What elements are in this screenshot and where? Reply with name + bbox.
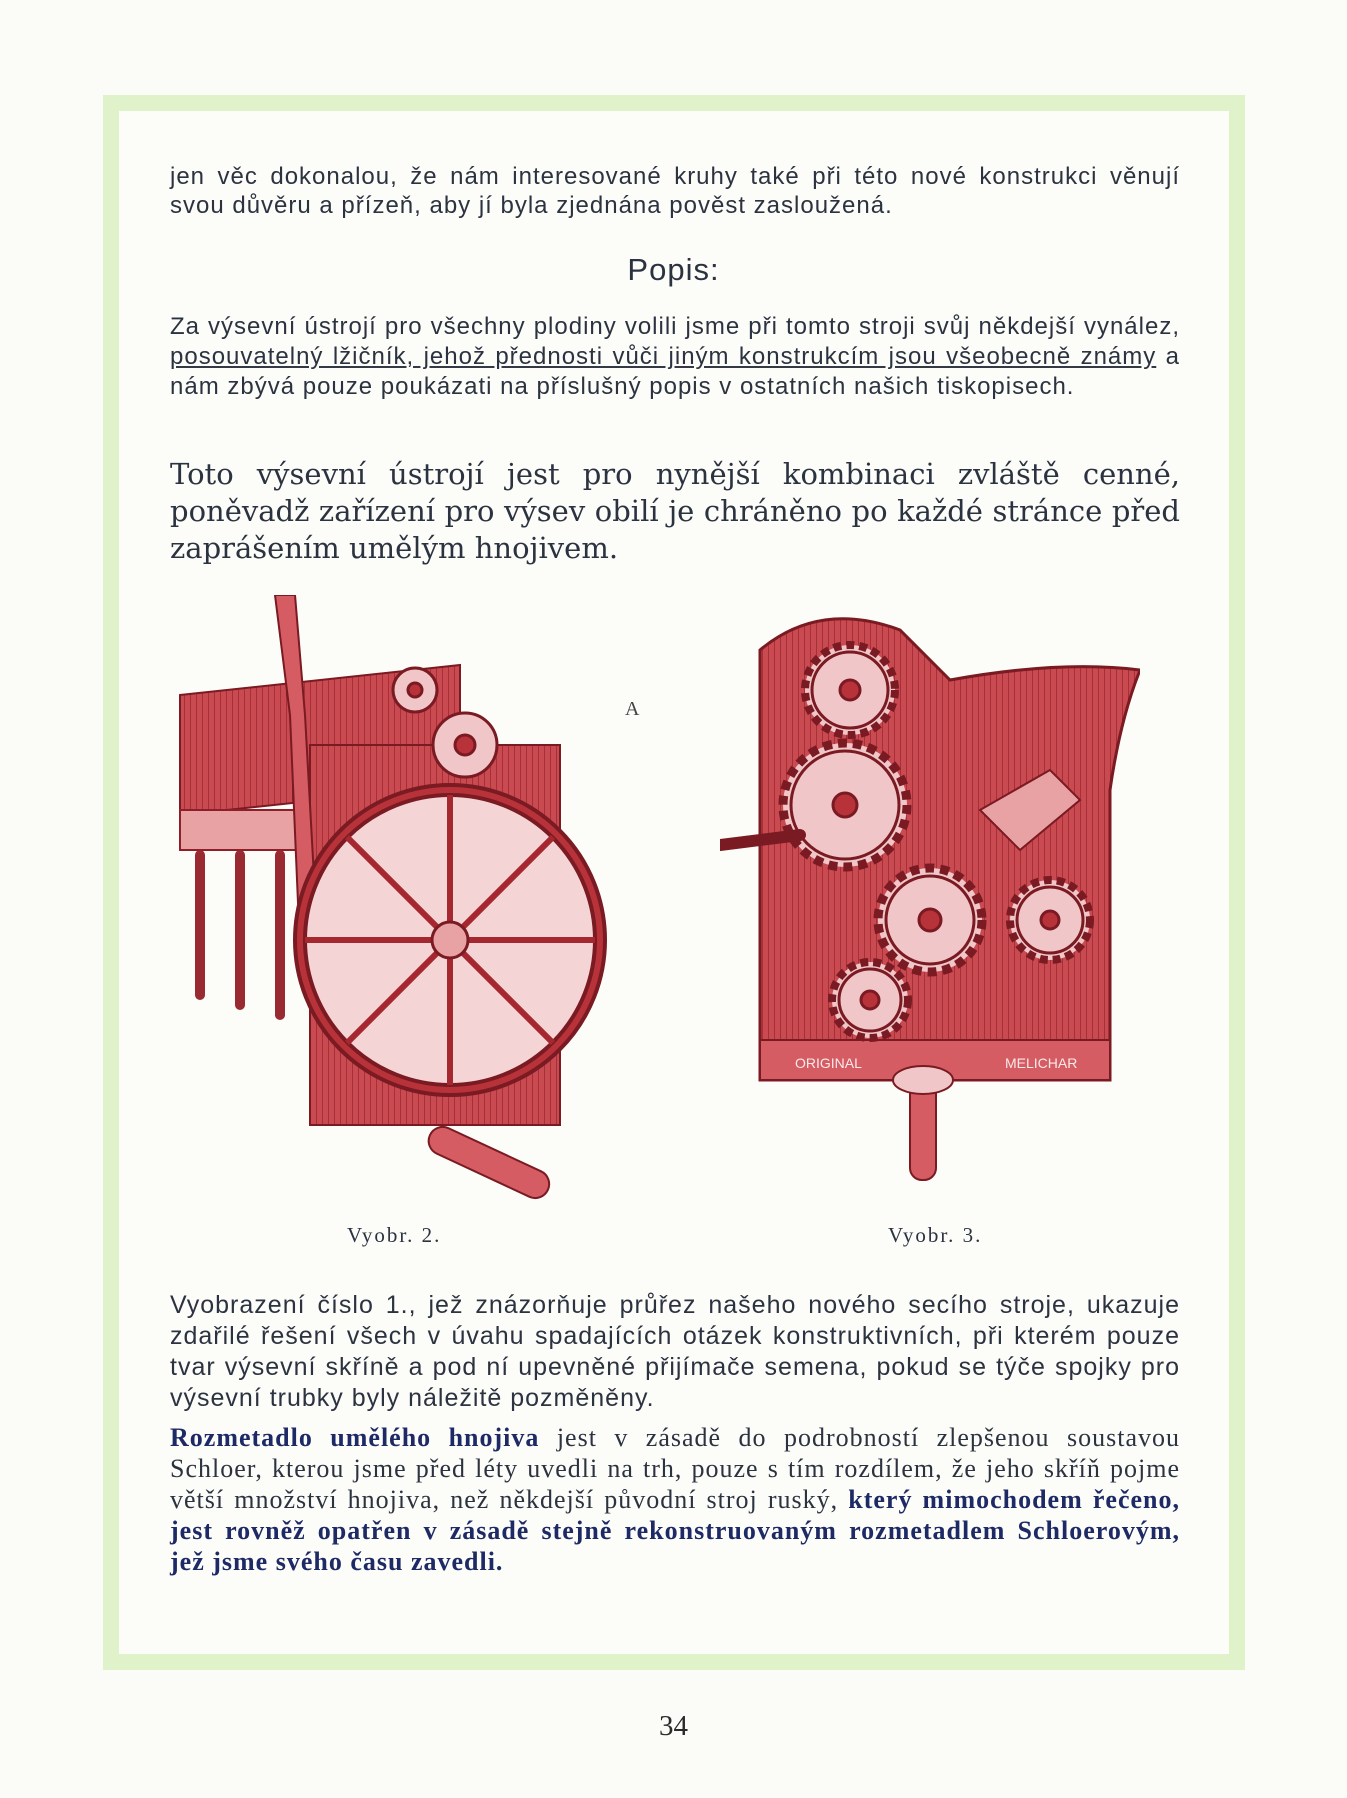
rozmetadlo-text: jest v zásadě do podrobností zlepšenou soustavou Schloer, kterou jsme před léty uvedli na trh, pouze s tím rozdílem, že jeho skříň pojme větší množství hnojiva, než někdejší původní stroj ruský, [170, 1423, 1180, 1514]
toto-paragraph: Toto výsevní ústrojí jest pro nynější kombinaci zvláště cenné, poněvadž zařízení pro výsev obilí je chráněno po každé stránce před zaprášením umělým hnojivem. [170, 457, 1180, 565]
vyobrazeni-paragraph: Vyobrazení číslo 1., jež znázorňuje průřez našeho nového secího stroje, ukazuje zdařilé řešení všech v úvahu spadajících otázek konstruktivních, při kterém pouze tvar výsevní skříně a pod ní upevněné přijímače semena, pokud se týče spojky pro výsevní trubky byly náležitě pozměněny. [170, 1291, 1180, 1412]
figure-2-label-a: A [625, 698, 640, 720]
page-number: 34 [659, 1710, 688, 1742]
figure-3-plate-right: MELICHAR [1005, 1055, 1078, 1071]
figure-3-illustration [720, 610, 1140, 1190]
rozmetadlo-paragraph [170, 1422, 1180, 1577]
popis-underlined-text: posouvatelný lžičník, jehož přednosti vůči jiným konstrukcím jsou všeobecně známy [170, 343, 1157, 370]
figure-3-plate-left: ORIGINAL [795, 1055, 862, 1071]
rozmetadlo-bold-1: Rozmetadlo umělého hnojiva [170, 1423, 540, 1452]
intro-paragraph: jen věc dokonalou, že nám interesované kruhy také při této nové konstrukci věnují svou důvěru a přízeň, aby jí byla zjednána pověst zasloužená. [170, 163, 1180, 219]
popis-text-1: Za výsevní ústrojí pro všechny plodiny volili jsme při tomto stroji svůj někdejší vynález, [170, 313, 1180, 340]
popis-text-2: a nám zbývá pouze poukázati na příslušný popis v ostatních našich tiskopisech. [170, 343, 1181, 400]
rozmetadlo-bold-2: který mimochodem řečeno, jest rovněž opatřen v zásadě stejně rekonstruovaným rozmetadlem Schloerovým, jež jsme svého času zavedli. [170, 1485, 1180, 1576]
figure-3-caption: Vyobr. 3. [888, 1223, 983, 1247]
figure-2-illustration [160, 595, 680, 1205]
figure-2-caption: Vyobr. 2. [347, 1223, 442, 1247]
popis-paragraph [170, 312, 1180, 402]
section-heading: Popis: [627, 252, 720, 287]
